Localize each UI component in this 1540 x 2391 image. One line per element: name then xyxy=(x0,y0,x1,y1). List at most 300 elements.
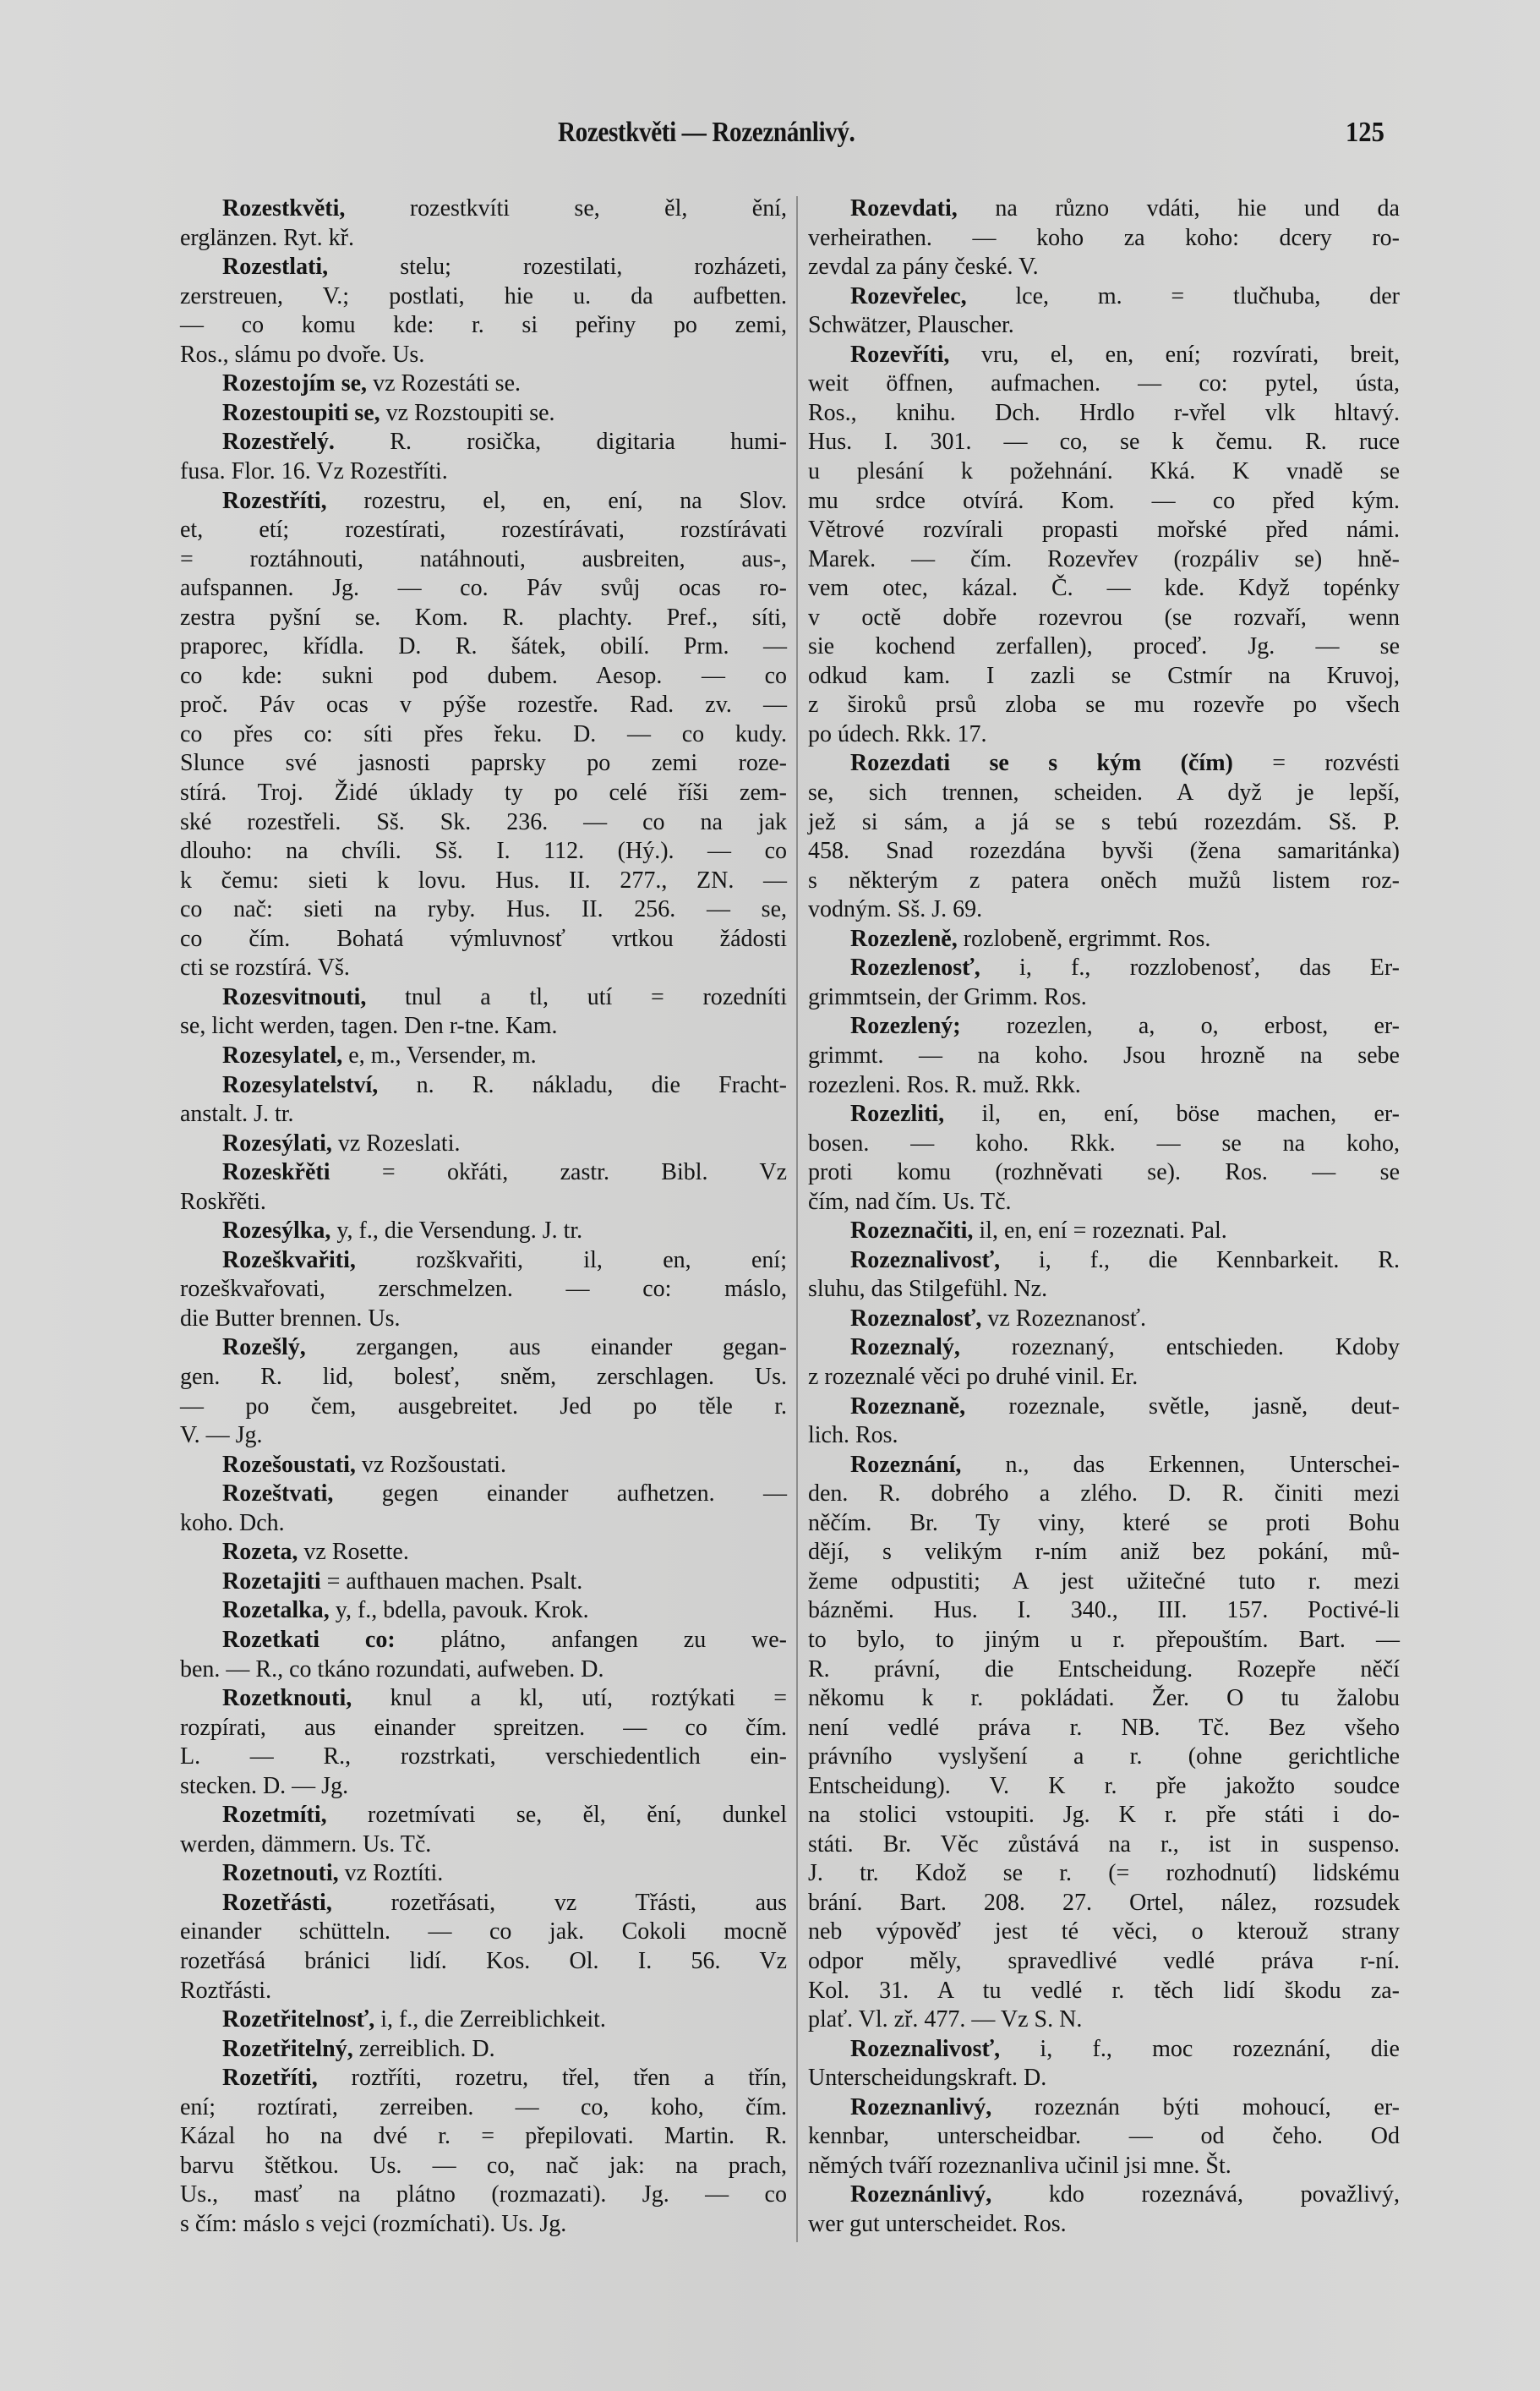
entry-line xyxy=(808,487,1400,516)
definition-text: V. — Jg. xyxy=(180,1422,263,1449)
line-text xyxy=(850,925,1210,954)
line-text xyxy=(808,1071,1081,1100)
entry-start-line xyxy=(222,1859,443,1888)
entry-line xyxy=(808,1947,1400,1976)
line-text xyxy=(808,983,1087,1012)
entry-start-line xyxy=(850,1392,1400,1421)
line-text xyxy=(850,194,1400,223)
definition-text: co kde: sukni pod dubem. Aesop. — co xyxy=(180,662,787,689)
entry-start-line xyxy=(222,1684,787,1713)
definition-text: plať. Vl. zř. 477. — Vz S. N. xyxy=(808,2006,1083,2033)
line-text xyxy=(222,1246,787,1275)
headword: Rozeznalý, xyxy=(850,1334,960,1361)
definition-text: vz Roztíti. xyxy=(338,1860,444,1887)
definition-text: Marek. — čím. Rozevřev (rozpáliv se) hně- xyxy=(808,545,1400,572)
headword: Rozestojím se, xyxy=(222,370,368,397)
headword: Rozestříti, xyxy=(222,487,327,514)
definition-text: vz Rosette. xyxy=(298,1539,409,1566)
definition-text: i, f., die Kennbarkeit. R. xyxy=(1000,1246,1400,1273)
entry-start-line xyxy=(850,925,1210,954)
line-text xyxy=(808,457,1400,486)
line-text xyxy=(180,1421,263,1450)
definition-text: zerstreuen, V.; postlati, hie u. da aufbetten. xyxy=(180,282,787,309)
definition-text: lce, m. = tlučhuba, der xyxy=(966,282,1400,309)
line-text xyxy=(850,1012,1400,1041)
entry-line xyxy=(808,1889,1400,1918)
headword: Rozestlati, xyxy=(222,254,329,281)
definition-text: lich. Ros. xyxy=(808,1422,898,1449)
headword: Rozestřelý. xyxy=(222,429,335,456)
entry-line xyxy=(808,1509,1400,1538)
definition-text: z rozeznalé věci po druhé vinil. Er. xyxy=(808,1364,1139,1390)
entry-line xyxy=(808,574,1400,603)
line-text xyxy=(180,691,787,719)
definition-text: vz Rozestáti se. xyxy=(367,370,522,397)
line-text xyxy=(180,457,448,486)
entry-start-line xyxy=(222,369,521,398)
entry-start-line xyxy=(222,399,555,428)
definition-text: Kol. 31. A tu vedlé r. těch lidí škodu za- xyxy=(808,1977,1400,2004)
definition-text: e, m., Versender, m. xyxy=(342,1042,537,1069)
headword: Rozešlý, xyxy=(222,1334,306,1361)
definition-text: němých tváří rozeznanliva učinil jsi mne. Št. xyxy=(808,2152,1231,2179)
entry-line xyxy=(180,1188,266,1217)
entry-line xyxy=(180,1275,787,1304)
line-text xyxy=(180,1947,787,1976)
headword: Rozevříti, xyxy=(850,341,950,368)
line-text xyxy=(222,1130,460,1158)
headword: Rozezlenosť, xyxy=(850,955,980,982)
definition-text: cti se rozstírá. Vš. xyxy=(180,955,350,982)
entry-start-line xyxy=(222,1626,787,1655)
entry-line xyxy=(808,311,1014,340)
line-text xyxy=(180,1012,558,1041)
entry-start-line xyxy=(850,1012,1400,1041)
line-text xyxy=(850,2180,1400,2209)
line-text xyxy=(180,662,787,691)
entry-line xyxy=(180,779,787,807)
entry-line xyxy=(808,1130,1400,1158)
definition-text: einander schütteln. — co jak. Cokoli mocně xyxy=(180,1918,787,1945)
definition-text: weit öffnen, aufmachen. — co: pytel, ústa, xyxy=(808,370,1400,397)
headword: Rozeškvařiti, xyxy=(222,1246,356,1273)
definition-text: et, etí; rozestírati, rozestírávati, rozstírávati xyxy=(180,517,787,544)
line-text xyxy=(808,1538,1400,1567)
definition-text: anstalt. J. tr. xyxy=(180,1101,294,1128)
line-text xyxy=(850,1246,1400,1275)
definition-text: — co komu kde: r. si peřiny po zemi, xyxy=(180,312,787,339)
definition-text: vz Rozšoustati. xyxy=(355,1451,506,1478)
entry-line xyxy=(180,895,787,924)
entry-line xyxy=(808,1626,1400,1655)
definition-text: erglänzen. Ryt. kř. xyxy=(180,224,354,251)
entry-line xyxy=(180,1918,787,1946)
entry-line xyxy=(180,1830,431,1859)
entry-line xyxy=(808,1363,1138,1392)
definition-text: sie kochend zerfallen), proceď. Jg. — se xyxy=(808,633,1400,660)
entry-start-line xyxy=(850,2180,1400,2209)
entry-line xyxy=(180,720,787,749)
line-text xyxy=(180,1363,787,1392)
entry-line xyxy=(180,1509,285,1538)
entry-line xyxy=(808,691,1400,719)
headword: Rozeskřěti xyxy=(222,1159,330,1186)
definition-text: L. — R., rozstrkati, verschiedentlich ein- xyxy=(180,1743,787,1770)
entry-line xyxy=(808,720,987,749)
headword: Rozesvitnouti, xyxy=(222,983,367,1010)
line-text xyxy=(180,2152,787,2180)
line-text xyxy=(850,2035,1400,2064)
definition-text: Kázal ho na dvé r. = přepilovati. Martin. R. xyxy=(180,2123,787,2150)
headword: Rozetřitelný, xyxy=(222,2035,353,2062)
line-text xyxy=(808,2152,1231,2180)
definition-text: proč. Páv ocas v pýše rozestře. Rad. zv. — xyxy=(180,692,787,719)
entry-start-line xyxy=(850,282,1400,311)
definition-text: Ros., knihu. Dch. Hrdlo r-vřel vlk hltavý. xyxy=(808,399,1400,426)
entry-line xyxy=(808,1596,1400,1625)
line-text xyxy=(808,1714,1400,1743)
line-text xyxy=(808,837,1400,866)
definition-text: R. rosička, digitaria humi- xyxy=(334,429,787,456)
line-text xyxy=(180,1655,604,1684)
entry-line xyxy=(180,2122,787,2151)
entry-line xyxy=(180,545,787,574)
definition-text: neb výpověď jest té věci, o kterouž strany xyxy=(808,1918,1400,1945)
entry-start-line xyxy=(222,1217,582,1245)
entry-start-line xyxy=(850,194,1400,223)
line-text xyxy=(850,1217,1227,1245)
definition-text: rozeznán býti mohoucí, er- xyxy=(991,2093,1400,2120)
headword: Rozetnouti, xyxy=(222,1860,339,1887)
line-text xyxy=(808,808,1400,837)
line-text xyxy=(222,1801,787,1830)
definition-text: vz Rozeznanosť. xyxy=(981,1305,1147,1332)
definition-text: — po čem, ausgebreitet. Jed po těle r. xyxy=(180,1392,787,1420)
line-text xyxy=(808,2005,1082,2034)
entry-start-line xyxy=(850,954,1400,982)
definition-text: někomu k r. pokládati. Žer. O tu žalobu xyxy=(808,1685,1400,1712)
definition-text: ení; roztírati, zerreiben. — co, koho, čím. xyxy=(180,2093,787,2120)
headword: Rozesylatelství, xyxy=(222,1071,379,1098)
running-title: Rozestkvěti — Rozeznánlivý. xyxy=(558,117,855,148)
line-text xyxy=(222,1538,409,1567)
line-text xyxy=(222,1333,787,1362)
line-text xyxy=(808,1977,1400,2005)
definition-text: koho. Dch. xyxy=(180,1509,285,1536)
entry-start-line xyxy=(222,1246,787,1275)
entry-line xyxy=(808,1538,1400,1567)
definition-text: rozetřásá bránici lidí. Kos. Ol. I. 56. Vz xyxy=(180,1948,787,1974)
definition-text: knul a kl, utí, roztýkati = xyxy=(352,1685,787,1712)
definition-text: grimmtsein, der Grimm. Ros. xyxy=(808,983,1087,1010)
line-text xyxy=(808,1684,1400,1713)
definition-text: odkud kam. I zazli se Cstmír na Kruvoj, xyxy=(808,662,1400,689)
line-text xyxy=(850,2093,1400,2122)
line-text xyxy=(180,895,787,924)
line-text xyxy=(808,1596,1400,1625)
definition-text: i, f., moc rozeznání, die xyxy=(1000,2035,1400,2062)
entry-line xyxy=(808,369,1400,398)
definition-text: zergangen, aus einander gegan- xyxy=(305,1334,787,1361)
definition-text: rozeznale, světle, jasně, deut- xyxy=(965,1392,1400,1420)
entry-line xyxy=(808,2152,1231,2180)
entry-line xyxy=(180,1743,787,1771)
definition-text: il, en, ení, böse machen, er- xyxy=(944,1101,1400,1128)
line-text xyxy=(180,837,787,866)
definition-text: = okřáti, zastr. Bibl. Vz xyxy=(330,1159,787,1186)
entry-line xyxy=(808,516,1400,544)
definition-text: roztříti, rozetru, třel, třen a třín, xyxy=(317,2065,787,2092)
definition-text: rozezlen, a, o, erbost, er- xyxy=(960,1013,1400,1040)
line-text xyxy=(180,925,787,954)
definition-text: co čím. Bohatá výmluvnosť vrtkou žádosti xyxy=(180,925,787,952)
definition-text: stelu; rozestilati, rozházeti, xyxy=(328,254,787,281)
line-text xyxy=(180,311,787,340)
line-text xyxy=(222,428,787,457)
line-text xyxy=(808,1568,1400,1596)
line-text xyxy=(850,1333,1400,1362)
definition-text: den. R. dobrého a zlého. D. R. činiti mezi xyxy=(808,1480,1400,1507)
definition-text: Větrové rozvírali propasti mořské před námi. xyxy=(808,517,1400,544)
line-text xyxy=(808,691,1400,719)
entry-line xyxy=(180,662,787,691)
line-text xyxy=(850,1392,1400,1421)
line-text xyxy=(180,1509,285,1538)
line-text xyxy=(222,1859,443,1888)
line-text xyxy=(808,895,982,924)
line-text xyxy=(180,1772,348,1801)
line-text xyxy=(180,2210,566,2239)
headword: Rozetkati co: xyxy=(222,1626,396,1653)
entry-start-line xyxy=(222,1538,409,1567)
definition-text: barvu štětkou. Us. — co, nač jak: na prach, xyxy=(180,2152,787,2179)
entry-line xyxy=(808,224,1400,253)
entry-start-line xyxy=(850,341,1400,369)
definition-text: Schwätzer, Plauscher. xyxy=(808,312,1014,339)
headword: Rozetajiti xyxy=(222,1568,321,1595)
definition-text: Roztřásti. xyxy=(180,1977,272,2004)
entry-start-line xyxy=(850,2093,1400,2122)
definition-text: rozlobeně, ergrimmt. Ros. xyxy=(957,925,1211,952)
line-text xyxy=(808,487,1400,516)
entry-start-line xyxy=(222,428,787,457)
definition-text: Hus. I. 301. — co, se k čemu. R. ruce xyxy=(808,429,1400,456)
definition-text: vem otec, kázal. Č. — kde. Když topénky xyxy=(808,575,1400,602)
line-text xyxy=(808,779,1400,807)
line-text xyxy=(808,632,1400,661)
line-text xyxy=(808,1130,1400,1158)
entry-line xyxy=(808,399,1400,428)
line-text xyxy=(808,1889,1400,1918)
entry-line xyxy=(180,1363,787,1392)
line-text xyxy=(808,1801,1400,1830)
headword: Rozeznanlivý, xyxy=(850,2093,992,2120)
definition-text: kdo rozeznává, považlivý, xyxy=(991,2181,1400,2208)
line-text xyxy=(808,369,1400,398)
entry-line xyxy=(180,311,787,340)
definition-text: na různo vdáti, hie und da xyxy=(957,195,1400,222)
line-text xyxy=(222,2035,495,2064)
definition-text: i, f., rozzlobenosť, das Er- xyxy=(980,955,1400,982)
headword: Rozeznánlivý, xyxy=(850,2181,992,2208)
definition-text: vru, el, en, ení; rozvírati, breit, xyxy=(949,341,1400,368)
column-divider xyxy=(796,196,798,2242)
definition-text: bosen. — koho. Rkk. — se na koho, xyxy=(808,1130,1400,1157)
definition-text: bázněmi. Hus. I. 340., III. 157. Poctivé-li xyxy=(808,1597,1400,1624)
line-text xyxy=(180,2122,787,2151)
line-text xyxy=(222,1889,787,1918)
line-text xyxy=(850,1451,1400,1480)
line-text xyxy=(180,2180,787,2209)
line-text xyxy=(808,2210,1067,2239)
definition-text: ben. — R., co tkáno rozundati, aufweben. D. xyxy=(180,1655,604,1682)
line-text xyxy=(180,1830,431,1859)
definition-text: vz Rozeslati. xyxy=(331,1130,461,1157)
entry-line xyxy=(808,1743,1400,1771)
entry-line xyxy=(808,779,1400,807)
line-text xyxy=(180,224,354,253)
line-text xyxy=(180,1305,401,1333)
line-text xyxy=(808,224,1400,253)
definition-text: zevdal za pány české. V. xyxy=(808,254,1039,281)
entry-line xyxy=(808,867,1400,895)
definition-text: gen. R. lid, bolesť, sněm, zerschlagen. Us. xyxy=(180,1364,787,1390)
line-text xyxy=(180,282,787,311)
headword: Rozetříti, xyxy=(222,2065,318,2092)
definition-text: stírá. Troj. Židé úklady ty po celé říši zem- xyxy=(180,780,787,806)
definition-text: to bylo, to jiným u r. přepouštím. Bart. — xyxy=(808,1626,1400,1653)
line-text xyxy=(222,2005,606,2034)
line-text xyxy=(222,2064,787,2093)
line-text xyxy=(808,2122,1400,2151)
line-text xyxy=(180,1188,266,1217)
headword: Rozevřelec, xyxy=(850,282,967,309)
entry-line xyxy=(180,925,787,954)
line-text xyxy=(850,282,1400,311)
definition-text: se, licht werden, tagen. Den r-tne. Kam. xyxy=(180,1013,558,1040)
line-text xyxy=(808,1275,1047,1304)
entry-line xyxy=(180,1772,348,1801)
headword: Rozeznaně, xyxy=(850,1392,966,1420)
definition-text: v octě dobře rozevrou (se rozvaří, wenn xyxy=(808,604,1400,631)
entry-line xyxy=(808,1714,1400,1743)
entry-line xyxy=(808,1772,1400,1801)
definition-text: = aufthauen machen. Psalt. xyxy=(320,1568,583,1595)
line-text xyxy=(808,311,1014,340)
entry-line xyxy=(808,1421,898,1450)
line-text xyxy=(808,1509,1400,1538)
entry-line xyxy=(808,1042,1400,1070)
entry-line xyxy=(180,282,787,311)
definition-text: verheirathen. — koho za koho: dcery ro- xyxy=(808,224,1400,251)
definition-text: odpor měly, spravedlivé vedlé práva r-ní. xyxy=(808,1948,1400,1974)
definition-text: fusa. Flor. 16. Vz Rozestříti. xyxy=(180,457,448,484)
definition-text: Unterscheidungskraft. D. xyxy=(808,2065,1047,2092)
line-text xyxy=(222,194,787,223)
line-text xyxy=(808,662,1400,691)
entry-start-line xyxy=(222,1801,787,1830)
entry-start-line xyxy=(222,1158,787,1187)
entry-line xyxy=(180,691,787,719)
page-number: 125 xyxy=(1346,117,1384,148)
entry-line xyxy=(180,1714,787,1743)
definition-text: zestra pyšní se. Kom. R. plachty. Pref., síti, xyxy=(180,604,787,631)
definition-text: rozetmívati se, ěl, ění, dunkel xyxy=(326,1802,787,1829)
definition-text: právního vyslyšení a r. (ohne gerichtliche xyxy=(808,1743,1400,1770)
entry-start-line xyxy=(222,2035,495,2064)
definition-text: kennbar, unterscheidbar. — od čeho. Od xyxy=(808,2123,1400,2150)
line-text xyxy=(180,1977,271,2005)
line-text xyxy=(222,1684,787,1713)
definition-text: werden, dämmern. Us. Tč. xyxy=(180,1830,432,1858)
definition-text: zerreiblich. D. xyxy=(352,2035,495,2062)
line-text xyxy=(222,1217,582,1245)
entry-start-line xyxy=(222,487,787,516)
entry-line xyxy=(180,516,787,544)
definition-text: sluhu, das Stilgefühl. Nz. xyxy=(808,1276,1048,1303)
entry-line xyxy=(180,1392,787,1421)
line-text xyxy=(808,1772,1400,1801)
definition-text: k čemu: sieti k lovu. Hus. II. 277., ZN. — xyxy=(180,867,787,894)
definition-text: vz Rozstoupiti se. xyxy=(380,399,555,426)
entry-line xyxy=(180,574,787,603)
definition-text: rozetřásati, vz Třásti, aus xyxy=(331,1889,787,1916)
entry-line xyxy=(180,1655,604,1684)
line-text xyxy=(808,1830,1400,1859)
definition-text: vodným. Sš. J. 69. xyxy=(808,896,983,923)
entry-line xyxy=(808,1830,1400,1859)
line-text xyxy=(808,604,1400,632)
entry-line xyxy=(808,1568,1400,1596)
definition-text: co nač: sieti na ryby. Hus. II. 256. — se, xyxy=(180,896,787,923)
entry-line xyxy=(808,1655,1400,1684)
entry-start-line xyxy=(850,2035,1400,2064)
definition-text: rozškvařiti, il, en, ení; xyxy=(355,1246,787,1273)
entry-start-line xyxy=(850,1333,1400,1362)
entry-line xyxy=(180,867,787,895)
definition-text: s některým z patera oněch mužů listem roz- xyxy=(808,867,1400,894)
line-text xyxy=(180,808,787,837)
line-text xyxy=(808,1743,1400,1771)
definition-text: 458. Snad rozezdána byvši (žena samaritánka) xyxy=(808,838,1400,865)
line-text xyxy=(180,867,787,895)
definition-text: Us., masť na plátno (rozmazati). Jg. — co xyxy=(180,2181,787,2208)
definition-text: u plesání k požehnání. Kká. K vnadě se xyxy=(808,457,1400,484)
line-text xyxy=(180,1275,787,1304)
definition-text: se, sich trennen, scheiden. A dyž je lepší, xyxy=(808,780,1400,806)
entry-line xyxy=(808,1859,1400,1888)
line-text xyxy=(180,1714,787,1743)
line-text xyxy=(808,574,1400,603)
entry-line xyxy=(808,1801,1400,1830)
definition-text: dlouho: na chvíli. Sš. I. 112. (Hý.). — co xyxy=(180,838,787,865)
definition-text: grimmt. — na koho. Jsou hrozně na sebe xyxy=(808,1042,1400,1069)
entry-line xyxy=(180,604,787,632)
definition-text: n., das Erkennen, Unterschei- xyxy=(961,1451,1400,1478)
definition-text: praporec, křídla. D. R. šátek, obilí. Prm. — xyxy=(180,633,787,660)
entry-line xyxy=(180,2210,566,2239)
entry-start-line xyxy=(222,2064,787,2093)
entry-line xyxy=(808,1480,1400,1508)
line-text xyxy=(222,1480,787,1508)
definition-text: aufspannen. Jg. — co. Páv svůj ocas ro- xyxy=(180,575,787,602)
line-text xyxy=(808,516,1400,544)
definition-text: čím, nad čím. Us. Tč. xyxy=(808,1188,1012,1215)
line-text xyxy=(808,720,987,749)
entry-line xyxy=(180,1305,401,1333)
headword: Rozeštvati, xyxy=(222,1480,334,1507)
line-text xyxy=(180,1392,787,1421)
